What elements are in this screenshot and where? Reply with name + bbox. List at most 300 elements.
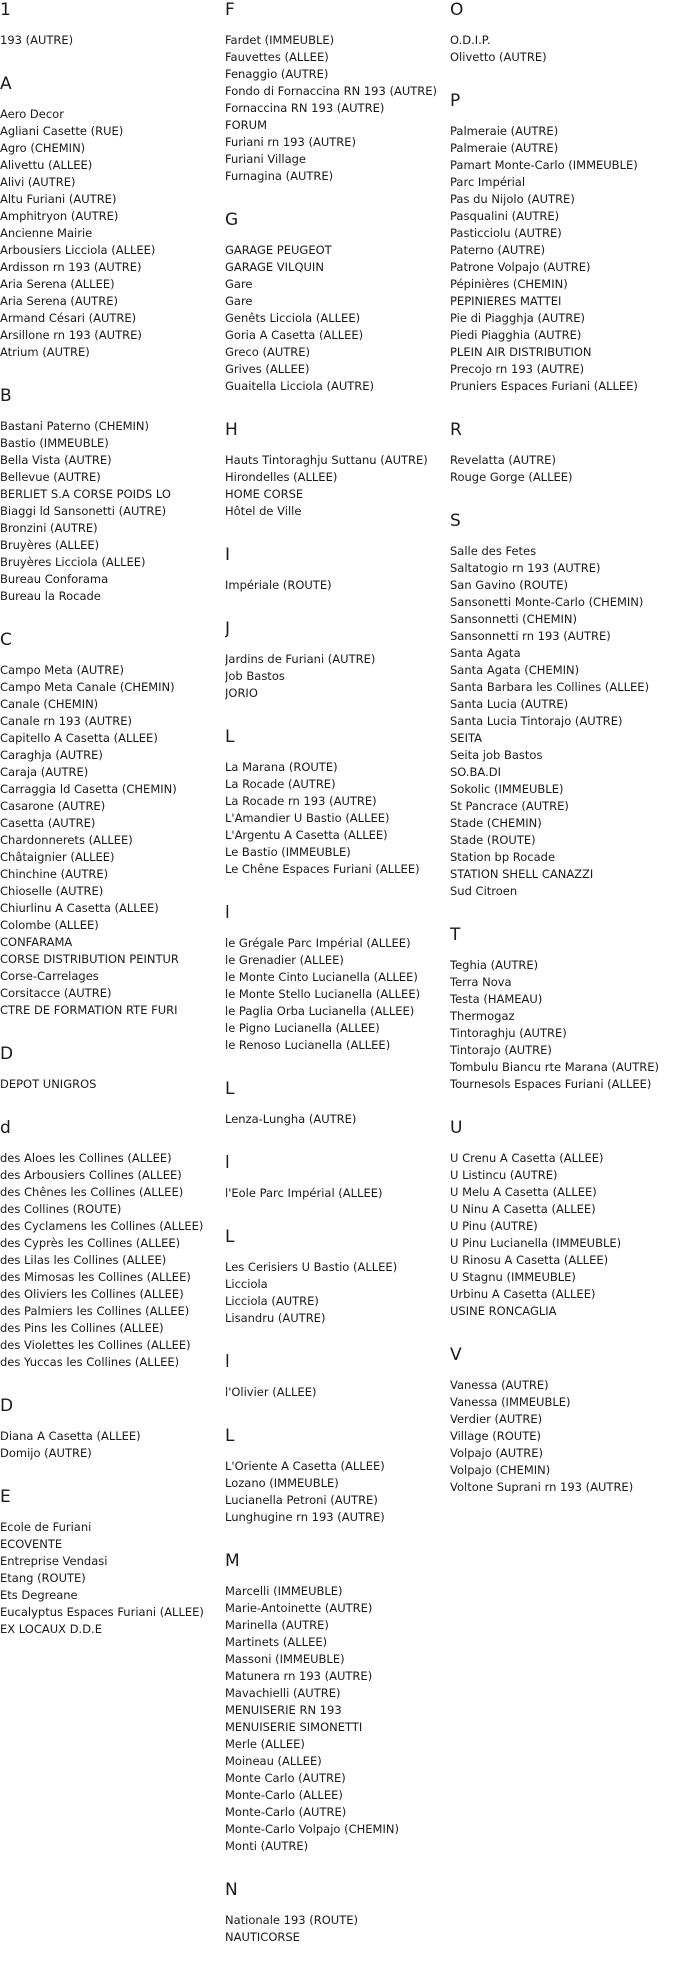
street-entry[interactable]: Moineau (ALLEE) bbox=[225, 1754, 322, 1768]
letter-section bbox=[450, 0, 675, 91]
street-entry[interactable]: Diana A Casetta (ALLEE) bbox=[0, 1429, 141, 1443]
section-spacer bbox=[225, 1202, 450, 1227]
street-entry[interactable]: Licciola (AUTRE) bbox=[225, 1294, 319, 1308]
street-entry[interactable]: des Pins les Collines (ALLEE) bbox=[0, 1321, 164, 1335]
street-entry[interactable]: SO.BA.DI bbox=[450, 765, 501, 779]
street-entry[interactable]: Bastani Paterno (CHEMIN) bbox=[0, 419, 150, 433]
street-entry[interactable]: des Mimosas les Collines (ALLEE) bbox=[0, 1270, 191, 1284]
street-entry[interactable]: Corse-Carrelages bbox=[0, 969, 99, 983]
street-entry[interactable]: Le Bastio (IMMEUBLE) bbox=[225, 845, 351, 859]
street-entry[interactable]: Aria Serena (AUTRE) bbox=[0, 294, 118, 308]
letter-section bbox=[225, 1079, 450, 1153]
street-entry[interactable]: Santa Agata (CHEMIN) bbox=[450, 663, 580, 677]
street-entry[interactable]: Châtaignier (ALLEE) bbox=[0, 850, 115, 864]
street-entry[interactable]: Monte Carlo (AUTRE) bbox=[225, 1771, 346, 1785]
street-entry[interactable]: Chiurlinu A Casetta (ALLEE) bbox=[0, 901, 159, 915]
street-entry[interactable]: Salle des Fetes bbox=[450, 544, 537, 558]
street-entry[interactable]: des Lilas les Collines (ALLEE) bbox=[0, 1253, 167, 1267]
index-column-1 bbox=[0, 0, 225, 1638]
section-spacer bbox=[225, 395, 450, 420]
street-entry[interactable]: Bruyères (ALLEE) bbox=[0, 538, 100, 552]
street-entry[interactable]: Massoni (IMMEUBLE) bbox=[225, 1652, 345, 1666]
street-entry[interactable]: Pruniers Espaces Furiani (ALLEE) bbox=[450, 379, 638, 393]
street-entry[interactable]: Tombulu Biancu rte Marana (AUTRE) bbox=[450, 1060, 659, 1074]
section-letter-heading: l bbox=[225, 1352, 230, 1372]
section-letter-heading: R bbox=[450, 420, 462, 440]
street-entry[interactable]: ECOVENTE bbox=[0, 1537, 63, 1551]
street-entry[interactable]: SEITA bbox=[450, 731, 482, 745]
section-letter-heading: C bbox=[0, 630, 12, 650]
street-entry[interactable]: U Pinu Lucianella (IMMEUBLE) bbox=[450, 1236, 622, 1250]
street-entry[interactable]: Sansonetti Monte-Carlo (CHEMIN) bbox=[450, 595, 644, 609]
street-entry[interactable]: Chardonnerets (ALLEE) bbox=[0, 833, 133, 847]
street-entry[interactable]: USINE RONCAGLIA bbox=[450, 1304, 557, 1318]
street-entry[interactable]: Monte-Carlo Volpajo (CHEMIN) bbox=[225, 1822, 399, 1836]
section-spacer bbox=[225, 520, 450, 545]
street-entry[interactable]: Monti (AUTRE) bbox=[225, 1839, 309, 1853]
street-entry[interactable]: Village (ROUTE) bbox=[450, 1429, 542, 1443]
street-entry[interactable]: Job Bastos bbox=[225, 669, 285, 683]
section-letter-heading: V bbox=[450, 1345, 462, 1365]
street-list bbox=[450, 1150, 675, 1320]
street-entry[interactable]: San Gavino (ROUTE) bbox=[450, 578, 568, 592]
street-entry[interactable]: Palmeraie (AUTRE) bbox=[450, 124, 559, 138]
street-entry[interactable]: Bastio (IMMEUBLE) bbox=[0, 436, 109, 450]
street-entry[interactable]: U Crenu A Casetta (ALLEE) bbox=[450, 1151, 604, 1165]
section-spacer bbox=[0, 361, 225, 386]
street-entry[interactable]: Monte-Carlo (ALLEE) bbox=[225, 1788, 343, 1802]
street-list bbox=[225, 32, 450, 185]
letter-section bbox=[225, 1352, 450, 1426]
street-list bbox=[0, 418, 225, 605]
street-entry[interactable]: des Arbousiers Collines (ALLEE) bbox=[0, 1168, 182, 1182]
street-entry[interactable]: Pasticciolu (AUTRE) bbox=[450, 226, 562, 240]
letter-section bbox=[0, 1487, 225, 1638]
street-entry[interactable]: Parc Impérial bbox=[450, 175, 526, 189]
street-entry[interactable]: le Grégale Parc Impérial (ALLEE) bbox=[225, 936, 411, 950]
street-list bbox=[225, 1259, 450, 1327]
street-entry[interactable]: Urbinu A Casetta (ALLEE) bbox=[450, 1287, 596, 1301]
street-entry[interactable]: MENUISERIE RN 193 bbox=[225, 1703, 342, 1717]
section-spacer bbox=[0, 1462, 225, 1487]
street-entry[interactable]: des Chênes les Collines (ALLEE) bbox=[0, 1185, 184, 1199]
section-letter-heading: P bbox=[450, 91, 461, 111]
street-entry[interactable]: l'Eole Parc Impérial (ALLEE) bbox=[225, 1186, 383, 1200]
street-entry[interactable]: Jardins de Furiani (AUTRE) bbox=[225, 652, 376, 666]
street-entry[interactable]: Martinets (ALLEE) bbox=[225, 1635, 328, 1649]
street-list bbox=[225, 1583, 450, 1855]
street-entry[interactable]: des Aloes les Collines (ALLEE) bbox=[0, 1151, 172, 1165]
street-entry[interactable]: Vanessa (IMMEUBLE) bbox=[450, 1395, 571, 1409]
street-entry[interactable]: L'Argentu A Casetta (ALLEE) bbox=[225, 828, 388, 842]
street-entry[interactable]: Marcelli (IMMEUBLE) bbox=[225, 1584, 343, 1598]
street-entry[interactable]: Le Chêne Espaces Furiani (ALLEE) bbox=[225, 862, 420, 876]
street-entry[interactable]: Entreprise Vendasi bbox=[0, 1554, 108, 1568]
section-letter-heading: l bbox=[225, 1153, 230, 1173]
street-list bbox=[450, 452, 675, 486]
street-entry[interactable]: Fauvettes (ALLEE) bbox=[225, 50, 329, 64]
letter-section bbox=[0, 1044, 225, 1118]
street-entry[interactable]: l'Olivier (ALLEE) bbox=[225, 1385, 317, 1399]
street-entry[interactable]: Stade (CHEMIN) bbox=[450, 816, 542, 830]
street-entry[interactable]: des Oliviers les Collines (ALLEE) bbox=[0, 1287, 184, 1301]
street-entry[interactable]: Gare bbox=[225, 294, 253, 308]
street-entry[interactable]: Tintoraghju (AUTRE) bbox=[450, 1026, 567, 1040]
street-entry[interactable]: Saltatogio rn 193 (AUTRE) bbox=[450, 561, 601, 575]
street-entry[interactable]: Marinella (AUTRE) bbox=[225, 1618, 329, 1632]
section-spacer bbox=[450, 66, 675, 91]
street-entry[interactable]: Rouge Gorge (ALLEE) bbox=[450, 470, 573, 484]
letter-section bbox=[0, 1118, 225, 1396]
street-entry[interactable]: L'Oriente A Casetta (ALLEE) bbox=[225, 1459, 385, 1473]
section-letter-heading: D bbox=[0, 1396, 14, 1416]
street-entry[interactable]: Hôtel de Ville bbox=[225, 504, 302, 518]
street-entry[interactable]: Fondo di Fornaccina RN 193 (AUTRE) bbox=[225, 84, 437, 98]
letter-section bbox=[225, 1227, 450, 1352]
street-entry[interactable]: La Marana (ROUTE) bbox=[225, 760, 338, 774]
street-list bbox=[225, 1185, 450, 1202]
street-entry[interactable]: PLEIN AIR DISTRIBUTION bbox=[450, 345, 592, 359]
street-entry[interactable]: Hauts Tintoraghju Suttanu (AUTRE) bbox=[225, 453, 428, 467]
section-letter-heading: 1 bbox=[0, 0, 11, 20]
street-entry[interactable]: Mavachielli (AUTRE) bbox=[225, 1686, 341, 1700]
street-entry[interactable]: Campo Meta (AUTRE) bbox=[0, 663, 125, 677]
section-spacer bbox=[450, 1093, 675, 1118]
index-column-2 bbox=[225, 0, 450, 1946]
street-entry[interactable]: St Pancrace (AUTRE) bbox=[450, 799, 569, 813]
street-entry[interactable]: STATION SHELL CANAZZI bbox=[450, 867, 594, 881]
street-list bbox=[450, 32, 675, 66]
street-entry[interactable]: Terra Nova bbox=[450, 975, 512, 989]
street-entry[interactable]: Bronzini (AUTRE) bbox=[0, 521, 98, 535]
street-entry[interactable]: U Melu A Casetta (ALLEE) bbox=[450, 1185, 597, 1199]
street-entry[interactable]: Casarone (AUTRE) bbox=[0, 799, 106, 813]
street-list bbox=[225, 759, 450, 878]
street-list bbox=[450, 543, 675, 900]
street-entry[interactable]: GARAGE PEUGEOT bbox=[225, 243, 332, 257]
street-entry[interactable]: Lenza-Lungha (AUTRE) bbox=[225, 1112, 357, 1126]
street-entry[interactable]: Stade (ROUTE) bbox=[450, 833, 536, 847]
street-entry[interactable]: Licciola bbox=[225, 1277, 268, 1291]
letter-section bbox=[225, 0, 450, 210]
street-list bbox=[0, 1428, 225, 1462]
street-entry[interactable]: Eucalyptus Espaces Furiani (ALLEE) bbox=[0, 1605, 204, 1619]
street-entry[interactable]: JORIO bbox=[225, 686, 258, 700]
street-entry[interactable]: Agro (CHEMIN) bbox=[0, 141, 86, 155]
street-entry[interactable]: des Yuccas les Collines (ALLEE) bbox=[0, 1355, 180, 1369]
street-entry[interactable]: U Listincu (AUTRE) bbox=[450, 1168, 558, 1182]
street-list bbox=[225, 1458, 450, 1526]
street-list bbox=[225, 1111, 450, 1128]
street-entry[interactable]: MENUISERIE SIMONETTI bbox=[225, 1720, 363, 1734]
street-entry[interactable]: HOME CORSE bbox=[225, 487, 304, 501]
street-entry[interactable]: CONFARAMA bbox=[0, 935, 73, 949]
letter-section bbox=[225, 420, 450, 545]
street-entry[interactable]: Canale rn 193 (AUTRE) bbox=[0, 714, 132, 728]
street-entry[interactable]: BERLIET S.A CORSE POIDS LO bbox=[0, 487, 171, 501]
section-spacer bbox=[450, 900, 675, 925]
street-entry[interactable]: Bellevue (AUTRE) bbox=[0, 470, 101, 484]
street-entry[interactable]: Paterno (AUTRE) bbox=[450, 243, 546, 257]
street-entry[interactable]: La Rocade rn 193 (AUTRE) bbox=[225, 794, 377, 808]
section-letter-heading: A bbox=[0, 74, 12, 94]
street-entry[interactable]: Pasqualini (AUTRE) bbox=[450, 209, 560, 223]
street-entry[interactable]: le Pigno Lucianella (ALLEE) bbox=[225, 1021, 380, 1035]
street-entry[interactable]: Domijo (AUTRE) bbox=[0, 1446, 92, 1460]
street-entry[interactable]: Altu Furiani (AUTRE) bbox=[0, 192, 117, 206]
street-entry[interactable]: Thermogaz bbox=[450, 1009, 515, 1023]
street-entry[interactable]: U Rinosu A Casetta (ALLEE) bbox=[450, 1253, 609, 1267]
street-entry[interactable]: le Monte Cinto Lucianella (ALLEE) bbox=[225, 970, 418, 984]
street-entry[interactable]: O.D.I.P. bbox=[450, 33, 491, 47]
street-entry[interactable]: Pie di Piagghja (AUTRE) bbox=[450, 311, 586, 325]
letter-section bbox=[450, 925, 675, 1118]
street-list bbox=[0, 106, 225, 361]
street-entry[interactable]: Fardet (IMMEUBLE) bbox=[225, 33, 335, 47]
street-entry[interactable]: Seita job Bastos bbox=[450, 748, 543, 762]
letter-section bbox=[225, 727, 450, 903]
street-list bbox=[225, 577, 450, 594]
street-entry[interactable]: Patrone Volpajo (AUTRE) bbox=[450, 260, 591, 274]
street-entry[interactable]: U Ninu A Casetta (ALLEE) bbox=[450, 1202, 596, 1216]
street-entry[interactable]: Capitello A Casetta (ALLEE) bbox=[0, 731, 158, 745]
street-entry[interactable]: PEPINIERES MATTEI bbox=[450, 294, 562, 308]
letter-section bbox=[0, 74, 225, 386]
section-spacer bbox=[225, 1128, 450, 1153]
street-entry[interactable]: FORUM bbox=[225, 118, 267, 132]
street-list bbox=[225, 935, 450, 1054]
letter-section bbox=[225, 1153, 450, 1227]
street-entry[interactable]: le Monte Stello Lucianella (ALLEE) bbox=[225, 987, 421, 1001]
street-entry[interactable]: Ets Degreane bbox=[0, 1588, 78, 1602]
street-entry[interactable]: Casetta (AUTRE) bbox=[0, 816, 96, 830]
street-entry[interactable]: EX LOCAUX D.D.E bbox=[0, 1622, 102, 1636]
street-entry[interactable]: Fenaggio (AUTRE) bbox=[225, 67, 329, 81]
letter-section bbox=[0, 0, 225, 74]
street-entry[interactable]: Lisandru (AUTRE) bbox=[225, 1311, 326, 1325]
street-entry[interactable]: Ancienne Mairie bbox=[0, 226, 93, 240]
street-entry[interactable]: DEPOT UNIGROS bbox=[0, 1077, 97, 1091]
street-entry[interactable]: Sansonnetti rn 193 (AUTRE) bbox=[450, 629, 611, 643]
street-entry[interactable]: des Violettes les Collines (ALLEE) bbox=[0, 1338, 191, 1352]
street-entry[interactable]: Hirondelles (ALLEE) bbox=[225, 470, 338, 484]
street-list bbox=[225, 1384, 450, 1401]
street-entry[interactable]: Monte-Carlo (AUTRE) bbox=[225, 1805, 347, 1819]
section-letter-heading: L bbox=[225, 727, 235, 747]
letter-section bbox=[450, 1118, 675, 1345]
street-entry[interactable]: Bureau la Rocade bbox=[0, 589, 101, 603]
street-entry[interactable]: Colombe (ALLEE) bbox=[0, 918, 99, 932]
street-entry[interactable]: Greco (AUTRE) bbox=[225, 345, 311, 359]
street-entry[interactable]: Alivi (AUTRE) bbox=[0, 175, 76, 189]
section-spacer bbox=[450, 395, 675, 420]
street-entry[interactable]: Precojo rn 193 (AUTRE) bbox=[450, 362, 585, 376]
letter-section bbox=[0, 630, 225, 1044]
street-entry[interactable]: Arsillone rn 193 (AUTRE) bbox=[0, 328, 142, 342]
section-letter-heading: T bbox=[450, 925, 461, 945]
street-entry[interactable]: GARAGE VILQUIN bbox=[225, 260, 324, 274]
section-letter-heading: N bbox=[225, 1880, 238, 1900]
section-spacer bbox=[225, 878, 450, 903]
street-entry[interactable]: Arbousiers Licciola (ALLEE) bbox=[0, 243, 156, 257]
street-entry[interactable]: le Grenadier (ALLEE) bbox=[225, 953, 344, 967]
street-entry[interactable]: Marie-Antoinette (AUTRE) bbox=[225, 1601, 373, 1615]
street-entry[interactable]: Alivettu (ALLEE) bbox=[0, 158, 93, 172]
street-entry[interactable]: Biaggi ld Sansonetti (AUTRE) bbox=[0, 504, 167, 518]
street-entry[interactable]: Caraja (AUTRE) bbox=[0, 765, 89, 779]
street-entry[interactable]: Campo Meta Canale (CHEMIN) bbox=[0, 680, 175, 694]
street-entry[interactable]: NAUTICORSE bbox=[225, 1930, 300, 1944]
street-entry[interactable]: Furnagina (AUTRE) bbox=[225, 169, 334, 183]
section-letter-heading: D bbox=[0, 1044, 14, 1064]
letter-section bbox=[225, 210, 450, 420]
street-entry[interactable]: Bureau Conforama bbox=[0, 572, 109, 586]
section-letter-heading: S bbox=[450, 511, 461, 531]
street-entry[interactable]: Santa Barbara les Collines (ALLEE) bbox=[450, 680, 650, 694]
letter-section bbox=[450, 91, 675, 420]
letter-section bbox=[0, 386, 225, 630]
street-entry[interactable]: Aero Decor bbox=[0, 107, 64, 121]
section-letter-heading: d bbox=[0, 1118, 11, 1138]
letter-section bbox=[450, 1345, 675, 1496]
street-entry[interactable]: Pas du Nijolo (AUTRE) bbox=[450, 192, 575, 206]
section-spacer bbox=[450, 486, 675, 511]
street-list bbox=[0, 32, 225, 49]
street-list bbox=[225, 242, 450, 395]
street-entry[interactable]: Testa (HAMEAU) bbox=[450, 992, 543, 1006]
street-entry[interactable]: le Renoso Lucianella (ALLEE) bbox=[225, 1038, 391, 1052]
street-entry[interactable]: Tintorajo (AUTRE) bbox=[450, 1043, 552, 1057]
street-entry[interactable]: Volpajo (AUTRE) bbox=[450, 1446, 543, 1460]
street-entry[interactable]: Corsitacce (AUTRE) bbox=[0, 986, 112, 1000]
street-list bbox=[450, 123, 675, 395]
street-entry[interactable]: Palmeraie (AUTRE) bbox=[450, 141, 559, 155]
street-entry[interactable]: des Cyprès les Collines (ALLEE) bbox=[0, 1236, 181, 1250]
street-entry[interactable]: Lozano (IMMEUBLE) bbox=[225, 1476, 339, 1490]
street-entry[interactable]: Teghia (AUTRE) bbox=[450, 958, 539, 972]
section-letter-heading: H bbox=[225, 420, 238, 440]
street-entry[interactable]: Tournesols Espaces Furiani (ALLEE) bbox=[450, 1077, 652, 1091]
street-entry[interactable]: L'Amandier U Bastio (ALLEE) bbox=[225, 811, 390, 825]
street-entry[interactable]: Pépinières (CHEMIN) bbox=[450, 277, 568, 291]
street-entry[interactable]: Santa Lucia (AUTRE) bbox=[450, 697, 569, 711]
street-entry[interactable]: Pamart Monte-Carlo (IMMEUBLE) bbox=[450, 158, 638, 172]
street-entry[interactable]: Canale (CHEMIN) bbox=[0, 697, 99, 711]
street-entry[interactable]: le Paglia Orba Lucianella (ALLEE) bbox=[225, 1004, 415, 1018]
street-entry[interactable]: Sokolic (IMMEUBLE) bbox=[450, 782, 564, 796]
street-entry[interactable]: 193 (AUTRE) bbox=[0, 33, 74, 47]
street-entry[interactable]: Aria Serena (ALLEE) bbox=[0, 277, 115, 291]
street-entry[interactable]: Les Cerisiers U Bastio (ALLEE) bbox=[225, 1260, 398, 1274]
street-entry[interactable]: Matunera rn 193 (AUTRE) bbox=[225, 1669, 373, 1683]
street-entry[interactable]: Chinchine (AUTRE) bbox=[0, 867, 109, 881]
section-letter-heading: L bbox=[225, 1426, 235, 1446]
street-entry[interactable]: Nationale 193 (ROUTE) bbox=[225, 1913, 358, 1927]
street-entry[interactable]: des Collines (ROUTE) bbox=[0, 1202, 122, 1216]
street-entry[interactable]: Agliani Casette (RUE) bbox=[0, 124, 124, 138]
street-entry[interactable]: des Cyclamens les Collines (ALLEE) bbox=[0, 1219, 204, 1233]
street-entry[interactable]: Impériale (ROUTE) bbox=[225, 578, 332, 592]
street-entry[interactable]: Guaitella Licciola (AUTRE) bbox=[225, 379, 375, 393]
street-entry[interactable]: Grives (ALLEE) bbox=[225, 362, 310, 376]
letter-section bbox=[225, 1551, 450, 1880]
street-entry[interactable]: Sud Citroen bbox=[450, 884, 518, 898]
street-entry[interactable]: Furiani Village bbox=[225, 152, 307, 166]
street-entry[interactable]: Verdier (AUTRE) bbox=[450, 1412, 543, 1426]
section-letter-heading: M bbox=[225, 1551, 240, 1571]
street-entry[interactable]: Chioselle (AUTRE) bbox=[0, 884, 104, 898]
street-entry[interactable]: Atrium (AUTRE) bbox=[0, 345, 90, 359]
street-entry[interactable]: Santa Agata bbox=[450, 646, 521, 660]
street-list bbox=[0, 1519, 225, 1638]
street-entry[interactable]: La Rocade (AUTRE) bbox=[225, 777, 336, 791]
street-entry[interactable]: Caraghja (AUTRE) bbox=[0, 748, 103, 762]
section-spacer bbox=[225, 1327, 450, 1352]
street-entry[interactable]: CTRE DE FORMATION RTE FURI bbox=[0, 1003, 178, 1017]
section-spacer bbox=[0, 605, 225, 630]
street-list bbox=[0, 1150, 225, 1371]
street-entry[interactable]: Genêts Licciola (ALLEE) bbox=[225, 311, 361, 325]
street-entry[interactable]: Volpajo (CHEMIN) bbox=[450, 1463, 551, 1477]
street-entry[interactable]: Fornaccina RN 193 (AUTRE) bbox=[225, 101, 385, 115]
street-entry[interactable]: Goria A Casetta (ALLEE) bbox=[225, 328, 364, 342]
street-entry[interactable]: Voltone Suprani rn 193 (AUTRE) bbox=[450, 1480, 634, 1494]
section-spacer bbox=[0, 1371, 225, 1396]
street-entry[interactable]: des Palmiers les Collines (ALLEE) bbox=[0, 1304, 190, 1318]
street-entry[interactable]: Furiani rn 193 (AUTRE) bbox=[225, 135, 356, 149]
index-column-3 bbox=[450, 0, 675, 1496]
street-entry[interactable]: Station bp Rocade bbox=[450, 850, 556, 864]
section-letter-heading: J bbox=[225, 619, 231, 639]
section-letter-heading: O bbox=[450, 0, 464, 20]
section-spacer bbox=[225, 185, 450, 210]
street-entry[interactable]: Ardisson rn 193 (AUTRE) bbox=[0, 260, 142, 274]
street-entry[interactable]: Ecole de Furiani bbox=[0, 1520, 92, 1534]
letter-section bbox=[450, 420, 675, 511]
street-entry[interactable]: U Stagnu (IMMEUBLE) bbox=[450, 1270, 576, 1284]
street-entry[interactable]: U Pinu (AUTRE) bbox=[450, 1219, 538, 1233]
street-entry[interactable]: Olivetto (AUTRE) bbox=[450, 50, 547, 64]
section-letter-heading: U bbox=[450, 1118, 463, 1138]
street-entry[interactable]: Bella Vista (AUTRE) bbox=[0, 453, 112, 467]
street-list bbox=[450, 1377, 675, 1496]
street-entry[interactable]: Merle (ALLEE) bbox=[225, 1737, 305, 1751]
street-entry[interactable]: Carraggia ld Casetta (CHEMIN) bbox=[0, 782, 177, 796]
street-list bbox=[0, 1076, 225, 1093]
street-entry[interactable]: Lucianella Petroni (AUTRE) bbox=[225, 1493, 378, 1507]
street-entry[interactable]: Sansonnetti (CHEMIN) bbox=[450, 612, 578, 626]
section-letter-heading: G bbox=[225, 210, 239, 230]
letter-section bbox=[450, 511, 675, 925]
street-entry[interactable]: Lunghugine rn 193 (AUTRE) bbox=[225, 1510, 385, 1524]
street-entry[interactable]: Bruyères Licciola (ALLEE) bbox=[0, 555, 146, 569]
street-entry[interactable]: Gare bbox=[225, 277, 253, 291]
letter-section bbox=[225, 903, 450, 1079]
street-entry[interactable]: CORSE DISTRIBUTION PEINTUR bbox=[0, 952, 179, 966]
section-spacer bbox=[0, 49, 225, 74]
section-letter-heading: I bbox=[225, 545, 231, 565]
street-entry[interactable]: Vanessa (AUTRE) bbox=[450, 1378, 549, 1392]
street-entry[interactable]: Armand Césari (AUTRE) bbox=[0, 311, 137, 325]
street-entry[interactable]: Amphitryon (AUTRE) bbox=[0, 209, 119, 223]
street-entry[interactable]: Santa Lucia Tintorajo (AUTRE) bbox=[450, 714, 623, 728]
street-list bbox=[225, 1912, 450, 1946]
street-entry[interactable]: Etang (ROUTE) bbox=[0, 1571, 86, 1585]
street-entry[interactable]: Revelatta (AUTRE) bbox=[450, 453, 556, 467]
street-entry[interactable]: Piedi Piagghia (AUTRE) bbox=[450, 328, 582, 342]
section-letter-heading: B bbox=[0, 386, 12, 406]
section-letter-heading: L bbox=[225, 1079, 235, 1099]
